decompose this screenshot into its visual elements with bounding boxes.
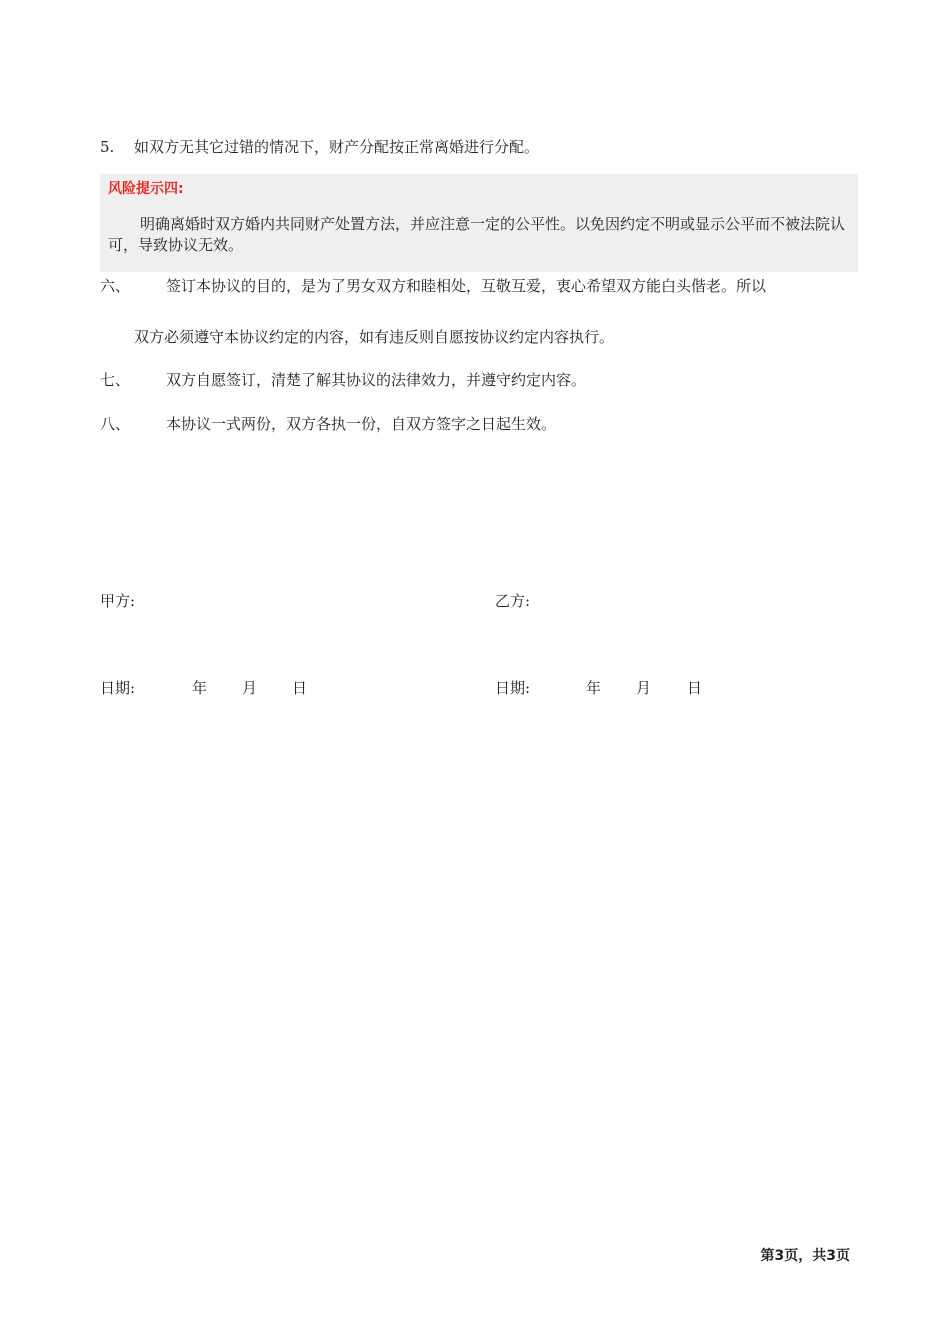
date-year: 年 (586, 679, 602, 697)
party-b-date (495, 677, 702, 698)
list-item-text: 如双方无其它过错的情况下，财产分配按正常离婚进行分配。 (134, 138, 540, 156)
risk-warning-box (100, 174, 858, 272)
list-item-5 (100, 136, 539, 157)
date-day: 日 (687, 679, 703, 697)
party-b-label: 乙方: (495, 592, 531, 610)
list-item-number: 5. (100, 138, 115, 156)
clause-number: 七、 (100, 371, 131, 389)
clause-text: 本协议一式两份，双方各执一份，自双方签字之日起生效。 (166, 415, 557, 433)
date-month: 月 (636, 679, 652, 697)
clause-text: 签订本协议的目的，是为了男女双方和睦相处，互敬互爱，衷心希望双方能白头偕老。所以 (166, 277, 767, 295)
clause-text: 双方自愿签订，清楚了解其协议的法律效力，并遵守约定内容。 (166, 371, 587, 389)
clause-6 (100, 275, 766, 296)
page-number: 第3页，共3页 (760, 1248, 850, 1264)
date-day: 日 (292, 679, 308, 697)
clause-8 (100, 413, 556, 434)
risk-warning-body: 明确离婚时双方婚内共同财产处置方法，并应注意一定的公平性。以免因约定不明或显示公平而不被法院认可，导致协议无效。 (108, 215, 846, 254)
clause-number: 六、 (100, 277, 131, 295)
clause-6-continuation: 双方必须遵守本协议约定的内容，如有违反则自愿按协议约定内容执行。 (134, 328, 615, 346)
clause-7 (100, 369, 586, 390)
date-year: 年 (192, 679, 208, 697)
clause-number: 八、 (100, 415, 131, 433)
date-label: 日期: (100, 679, 136, 697)
risk-warning-title: 风险提示四: (108, 181, 184, 197)
date-label: 日期: (495, 679, 531, 697)
date-month: 月 (242, 679, 258, 697)
party-a-date (100, 677, 307, 698)
party-a-label: 甲方: (100, 592, 136, 610)
